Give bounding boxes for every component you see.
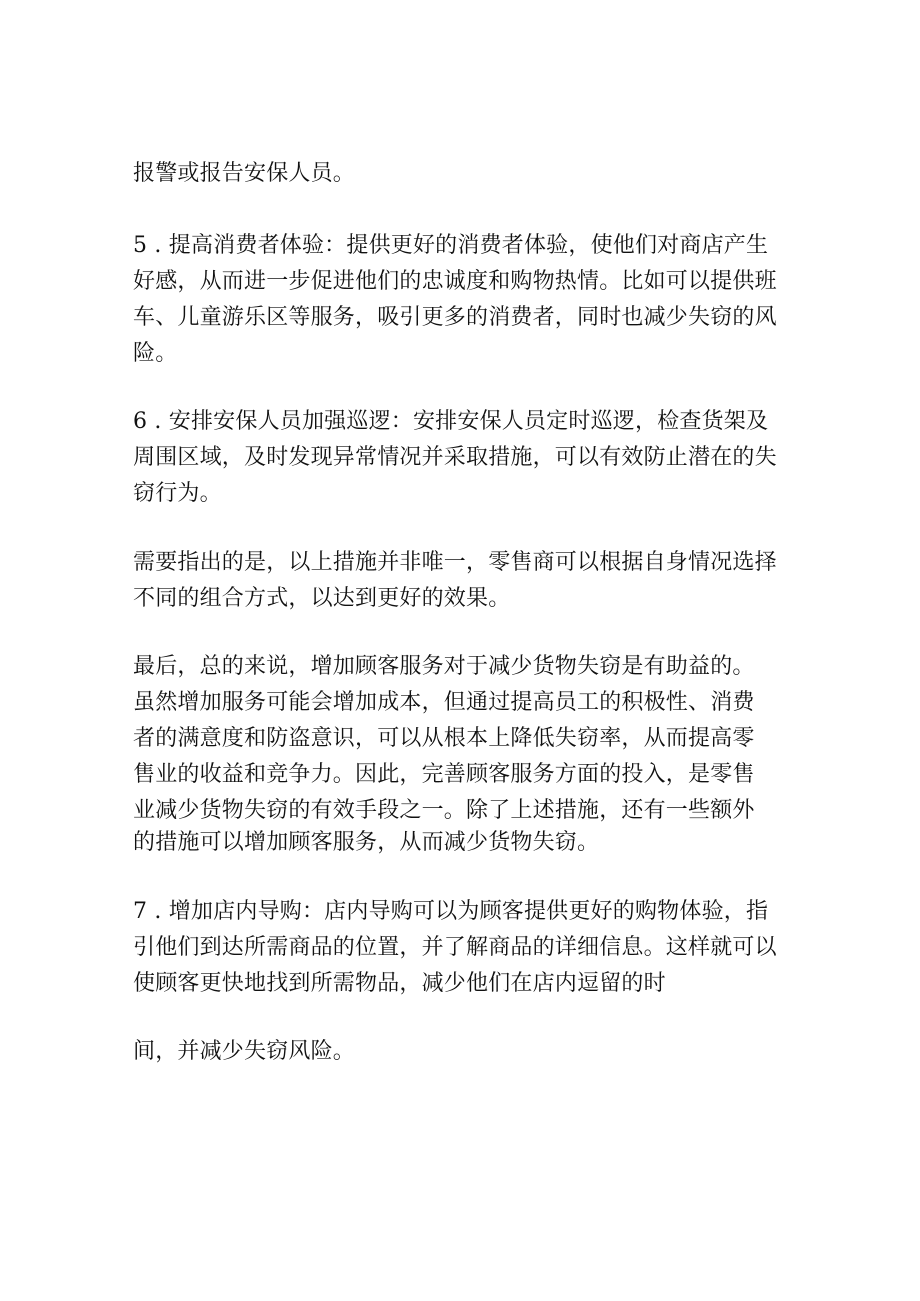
paragraph-line: 的措施可以增加顾客服务，从而减少货物失窃。 — [133, 830, 600, 855]
paragraph-line: 5 . 提高消费者体验：提供更好的消费者体验，使他们对商店产生 — [133, 233, 769, 258]
paragraph-line: 使顾客更快地找到所需物品，减少他们在店内逗留的时 — [133, 971, 666, 996]
paragraph-line: 业减少货物失窃的有效手段之一。除了上述措施，还有一些额外 — [133, 798, 755, 823]
paragraph-line: 报警或报告安保人员。 — [133, 161, 356, 186]
paragraph-line: 窃行为。 — [133, 481, 222, 506]
paragraph-line: 虽然增加服务可能会增加成本，但通过提高员工的积极性、消费 — [133, 690, 755, 715]
paragraph-line: 需要指出的是，以上措施并非唯一，零售商可以根据自身情况选择 — [133, 550, 777, 575]
paragraph-line: 不同的组合方式，以达到更好的效果。 — [133, 586, 511, 611]
paragraph-line: 7 . 增加店内导购：店内导购可以为顾客提供更好的购物体验，指 — [133, 899, 769, 924]
paragraph-line: 好感，从而进一步促进他们的忠诚度和购物热情。比如可以提供班 — [133, 269, 777, 294]
paragraph-line: 者的满意度和防盗意识，可以从根本上降低失窃率，从而提高零 — [133, 726, 755, 751]
paragraph-line: 周围区域，及时发现异常情况并采取措施，可以有效防止潜在的失 — [133, 445, 777, 470]
paragraph-line: 最后，总的来说，增加顾客服务对于减少货物失窃是有助益的。 — [133, 654, 755, 679]
paragraph-line: 间，并减少失窃风险。 — [133, 1039, 356, 1064]
paragraph-line: 引他们到达所需商品的位置，并了解商品的详细信息。这样就可以 — [133, 935, 777, 960]
paragraph-line: 6 . 安排安保人员加强巡逻：安排安保人员定时巡逻，检查货架及 — [133, 409, 769, 434]
paragraph-line: 险。 — [133, 341, 178, 366]
paragraph-line: 售业的收益和竞争力。因此，完善顾客服务方面的投入，是零售 — [133, 762, 755, 787]
paragraph-line: 车、儿童游乐区等服务，吸引更多的消费者，同时也减少失窃的风 — [133, 305, 777, 330]
